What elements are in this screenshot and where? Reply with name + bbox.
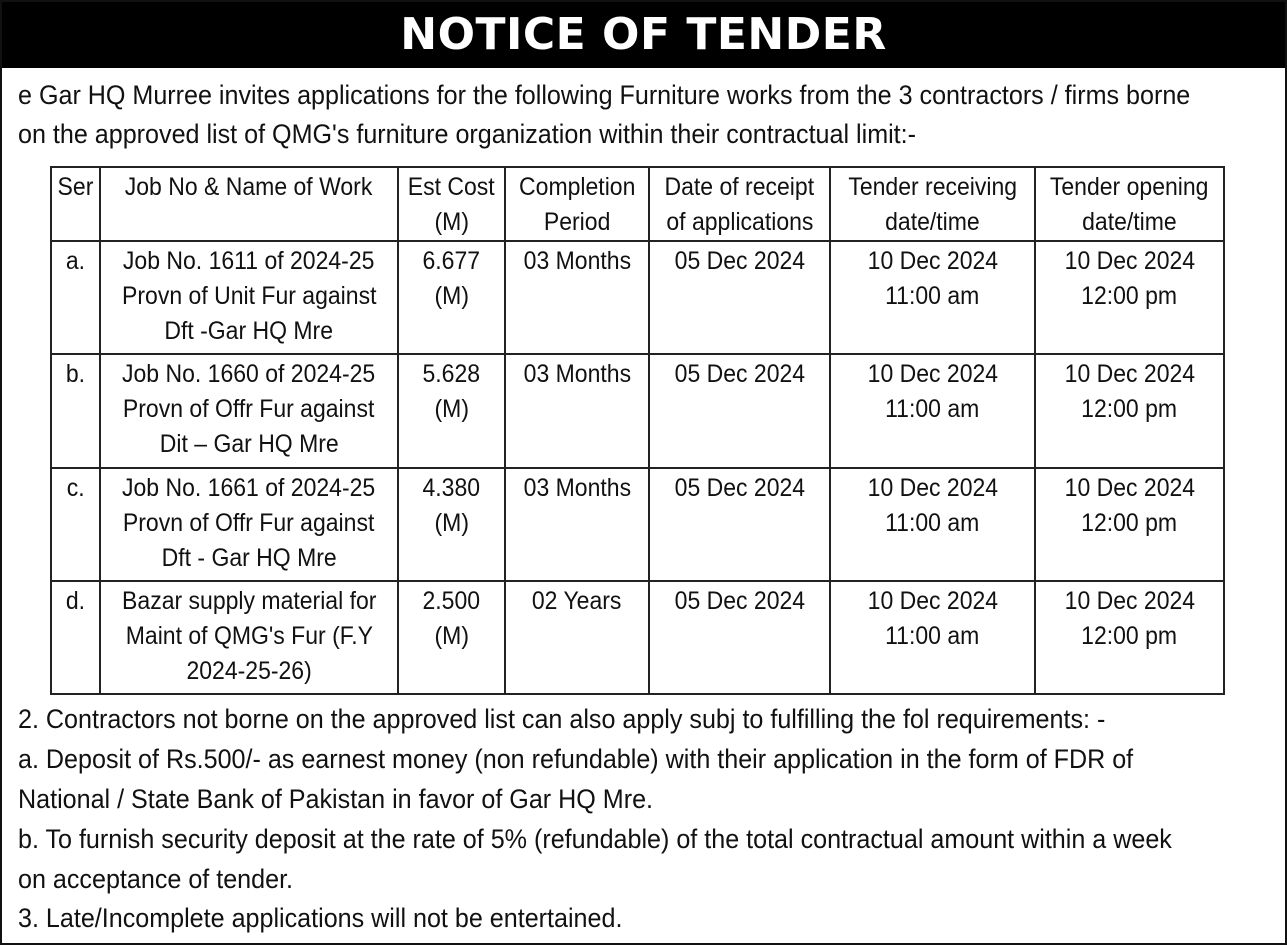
cell-receipt: 05 Dec 2024 <box>649 241 830 354</box>
header-cost: Est Cost (M) <box>398 167 505 241</box>
intro-paragraph <box>18 76 1194 154</box>
cell-receiving: 10 Dec 2024 11:00 am <box>830 354 1035 467</box>
header-receiving: Tender receiving date/time <box>830 167 1035 241</box>
cell-job: Job No. 1660 of 2024-25 Provn of Offr Fur against Dit – Gar HQ Mre <box>100 354 398 467</box>
intro-line-2: on the approved list of QMG's furniture organization within their contractual limit:- <box>18 119 917 149</box>
cell-cost: 6.677 (M) <box>398 241 505 354</box>
cell-receipt: 05 Dec 2024 <box>649 581 830 694</box>
cell-period: 03 Months <box>505 241 649 354</box>
cell-period: 02 Years <box>505 581 649 694</box>
cell-period: 03 Months <box>505 468 649 581</box>
cell-opening: 10 Dec 2024 12:00 pm <box>1035 468 1224 581</box>
cell-receiving: 10 Dec 2024 11:00 am <box>830 468 1035 581</box>
notice-title: NOTICE OF TENDER <box>2 2 1285 68</box>
cell-cost: 2.500 (M) <box>398 581 505 694</box>
header-ser: Ser <box>51 167 100 241</box>
tender-table <box>50 166 1225 695</box>
requirement-b-line-1: b. To furnish security deposit at the rate of 5% (refundable) of the total contractual amount within a week <box>18 824 1172 854</box>
cell-cost: 5.628 (M) <box>398 354 505 467</box>
cell-cost: 4.380 (M) <box>398 468 505 581</box>
cell-job: Job No. 1661 of 2024-25 Provn of Offr Fur against Dft - Gar HQ Mre <box>100 468 398 581</box>
requirement-b-line-2: on acceptance of tender. <box>18 864 294 894</box>
table-row <box>51 581 1224 694</box>
cell-opening: 10 Dec 2024 12:00 pm <box>1035 241 1224 354</box>
requirement-a-line-2: National / State Bank of Pakistan in favor of Gar HQ Mre. <box>18 784 654 814</box>
cell-job: Bazar supply material for Maint of QMG's Fur (F.Y 2024-25-26) <box>100 581 398 694</box>
cell-ser: a. <box>51 241 100 354</box>
cell-receipt: 05 Dec 2024 <box>649 354 830 467</box>
cell-ser: c. <box>51 468 100 581</box>
cell-ser: b. <box>51 354 100 467</box>
cell-period: 03 Months <box>505 354 649 467</box>
intro-line-1: e Gar HQ Murree invites applications for the following Furniture works from the 3 contractors / firms borne <box>18 80 1191 110</box>
cell-opening: 10 Dec 2024 12:00 pm <box>1035 354 1224 467</box>
cell-job: Job No. 1611 of 2024-25 Provn of Unit Fur against Dft -Gar HQ Mre <box>100 241 398 354</box>
cell-ser: d. <box>51 581 100 694</box>
table-row <box>51 241 1224 354</box>
header-opening: Tender opening date/time <box>1035 167 1224 241</box>
late-applications-note: 3. Late/Incomplete applications will not be entertained. <box>18 903 623 933</box>
header-period: Completion Period <box>505 167 649 241</box>
table-row <box>51 354 1224 467</box>
cell-receiving: 10 Dec 2024 11:00 am <box>830 581 1035 694</box>
cell-receiving: 10 Dec 2024 11:00 am <box>830 241 1035 354</box>
table-row <box>51 468 1224 581</box>
requirement-a-line-1: a. Deposit of Rs.500/- as earnest money (non refundable) with their application in the form of FDR of <box>18 744 1134 774</box>
cell-opening: 10 Dec 2024 12:00 pm <box>1035 581 1224 694</box>
requirements-heading: 2. Contractors not borne on the approved list can also apply subj to fulfilling the fol requirements: - <box>18 704 1106 734</box>
header-job: Job No & Name of Work <box>100 167 398 241</box>
cell-receipt: 05 Dec 2024 <box>649 468 830 581</box>
header-receipt: Date of receipt of applications <box>649 167 830 241</box>
table-header-row <box>51 167 1224 241</box>
